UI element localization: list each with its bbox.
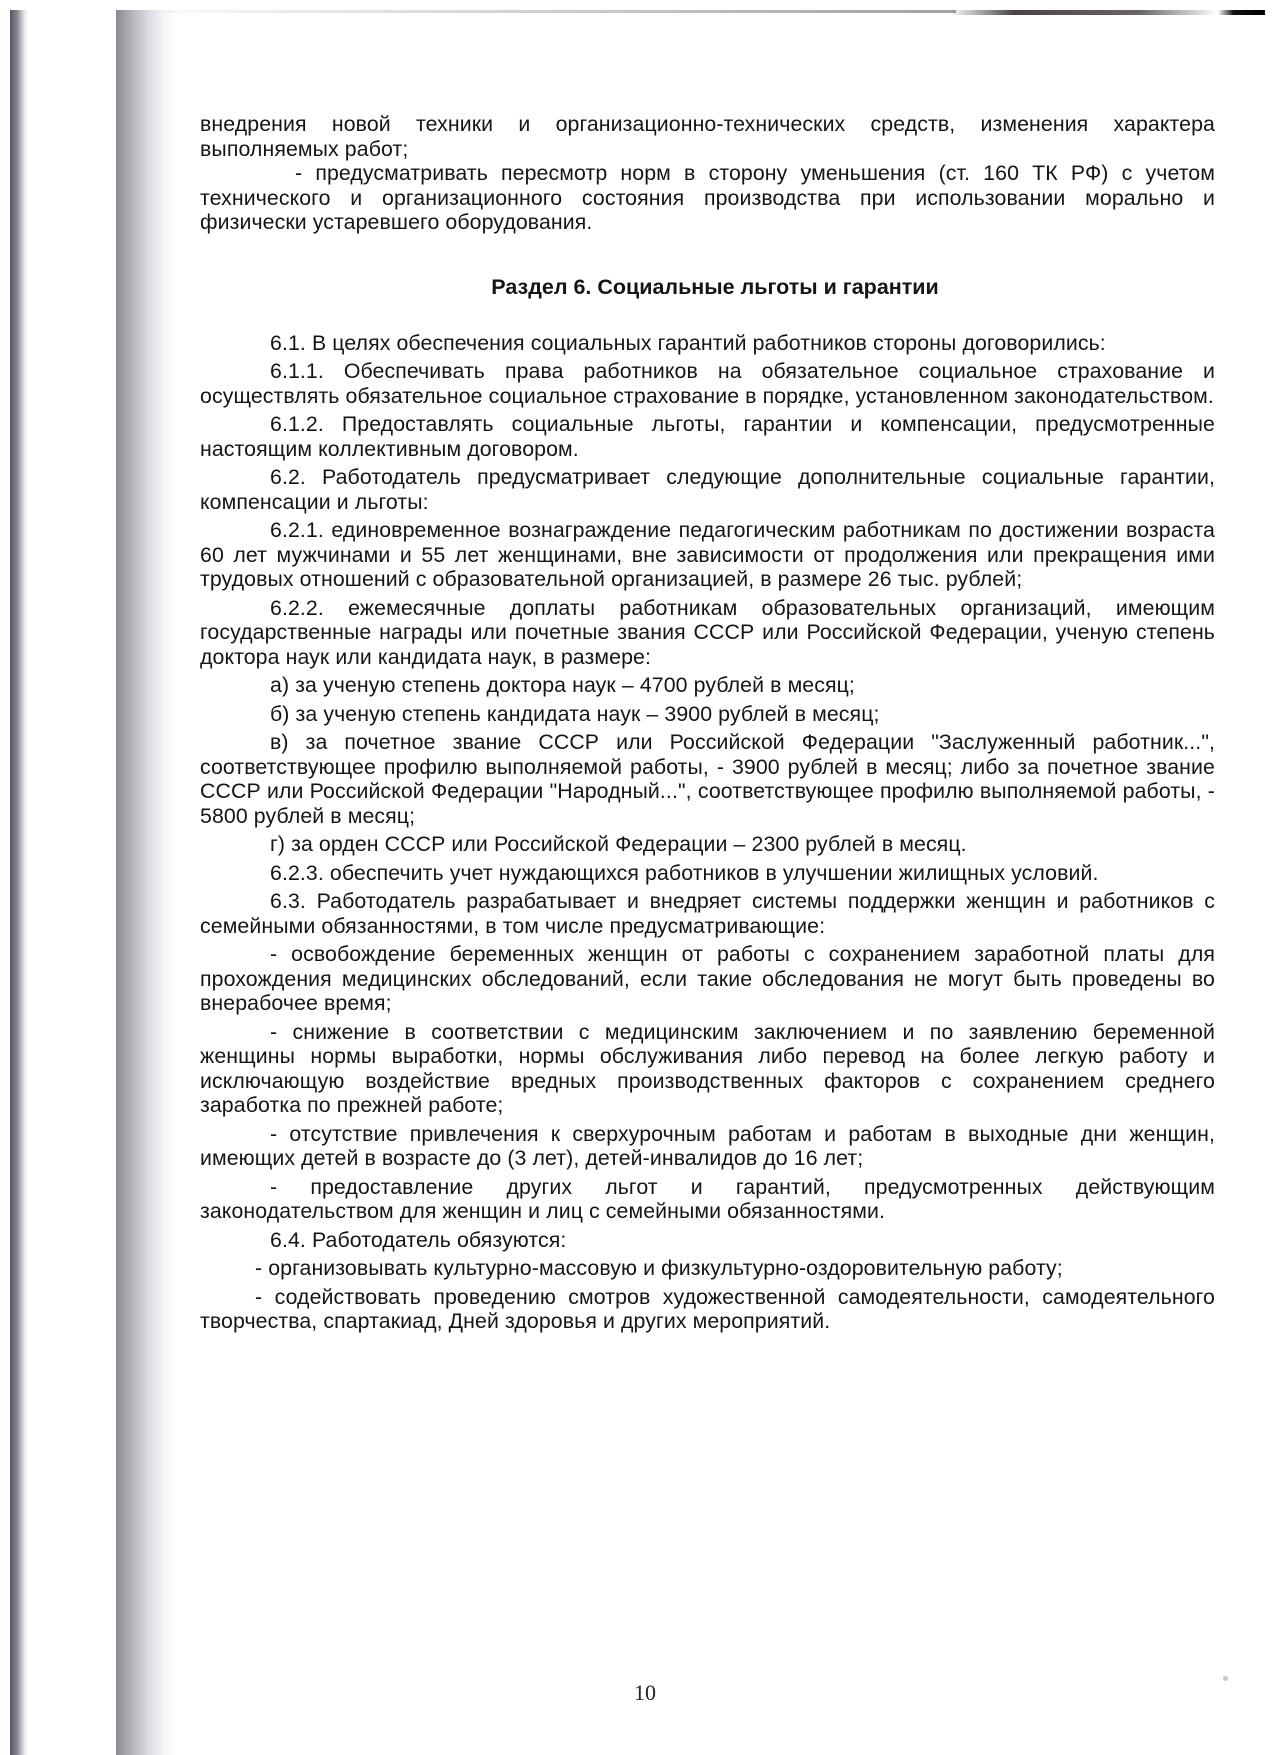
clause-6-2-2-v: в) за почетное звание СССР или Российской Федерации "Заслуженный работник...", соответствующее профилю выполняемой работы, - 3900 рублей в месяц; либо за почетное звание СССР или Российской Федерации "Народный...", соответствующее профилю выполняемой работы, - 5800 рублей в месяц; bbox=[200, 730, 1215, 828]
scan-binding-shadow bbox=[116, 10, 176, 1755]
section-title: Раздел 6. Социальные льготы и гарантии bbox=[491, 274, 939, 299]
scan-top-edge bbox=[116, 10, 956, 13]
clause-6-2-2: 6.2.2. ежемесячные доплаты работникам образовательных организаций, имеющим государственные награды или почетные звания СССР или Российской Федерации, ученую степень доктора наук или кандидата наук, в размере: bbox=[200, 595, 1215, 669]
clause-6-1-2: 6.1.2. Предоставлять социальные льготы, гарантии и компенсации, предусмотренные настоящим коллективным договором. bbox=[200, 412, 1215, 461]
clause-6-3-item-3: - отсутствие привлечения к сверхурочным работам и работам в выходные дни женщин, имеющих детей в возрасте до (3 лет), детей-инвалидов до 16 лет; bbox=[200, 1121, 1215, 1170]
paragraph-norm-revision: - предусматривать пересмотр норм в сторону уменьшения (ст. 160 ТК РФ) с учетом технического и организационного состояния производства при использовании морально и физически устаревшего оборудования. bbox=[200, 161, 1215, 234]
page-number: 10 bbox=[634, 1680, 656, 1705]
clause-6-4-item-1: - организовывать культурно-массовую и физкультурно-оздоровительную работу; bbox=[255, 1256, 1063, 1280]
clause-6-4-item-2: - содействовать проведению смотров художественной самодеятельности, самодеятельного творчества, спартакиад, Дней здоровья и других мероприятий. bbox=[200, 1284, 1215, 1333]
scan-speck bbox=[1223, 1676, 1228, 1681]
clause-6-3-item-1: - освобождение беременных женщин от работы с сохранением заработной платы для прохождения медицинских обследований, если такие обследования не могут быть проведены во внерабочее время; bbox=[200, 942, 1215, 1015]
clause-6-2-2-b: б) за ученую степень кандидата наук – 3900 рублей в месяц; bbox=[270, 701, 880, 726]
clause-6-2-2-a: а) за ученую степень доктора наук – 4700 рублей в месяц; bbox=[270, 673, 855, 697]
clause-6-4: 6.4. Работодатель обязуются: bbox=[270, 1227, 567, 1252]
scan-edge-shadow bbox=[10, 10, 28, 1755]
clause-6-1-1: 6.1.1. Обеспечивать права работников на обязательное социальное страхование и осуществлять обязательное социальное страхование в порядке, установленном законодательством. bbox=[200, 359, 1215, 408]
document-page bbox=[200, 112, 1215, 1334]
clause-6-3-item-4: - предоставление других льгот и гарантий, предусмотренных действующим законодательством для женщин и лиц с семейными обязанностями. bbox=[200, 1174, 1215, 1223]
clause-6-3: 6.3. Работодатель разрабатывает и внедряет системы поддержки женщин и работников с семейными обязанностями, в том числе предусматривающие: bbox=[200, 889, 1215, 938]
clause-6-2-3: 6.2.3. обеспечить учет нуждающихся работников в улучшении жилищных условий. bbox=[270, 860, 1099, 885]
clause-6-2: 6.2. Работодатель предусматривает следующие дополнительные социальные гарантии, компенсации и льготы: bbox=[200, 465, 1215, 514]
clause-6-3-item-2: - снижение в соответствии с медицинским заключением и по заявлению беременной женщины нормы выработки, нормы обслуживания либо перевод на более легкую работу и исключающую воздействие вредных производственных факторов с сохранением среднего заработка по прежней работе; bbox=[200, 1019, 1215, 1117]
clause-6-1: 6.1. В целях обеспечения социальных гарантий работников стороны договорились: bbox=[270, 330, 1106, 355]
clause-6-2-2-g: г) за орден СССР или Российской Федерации – 2300 рублей в месяц. bbox=[270, 832, 967, 856]
clause-6-2-1: 6.2.1. единовременное вознаграждение педагогическим работникам по достижении возраста 60 лет мужчинами и 55 лет женщинами, вне зависимости от продолжения или прекращения ими трудовых отношений с образовательной организацией, в размере 26 тыс. рублей; bbox=[200, 518, 1215, 591]
scan-top-edge-dark bbox=[950, 10, 1265, 15]
paragraph-continuation: внедрения новой техники и организационно-технических средств, изменения характера выполняемых работ; bbox=[200, 112, 1215, 161]
